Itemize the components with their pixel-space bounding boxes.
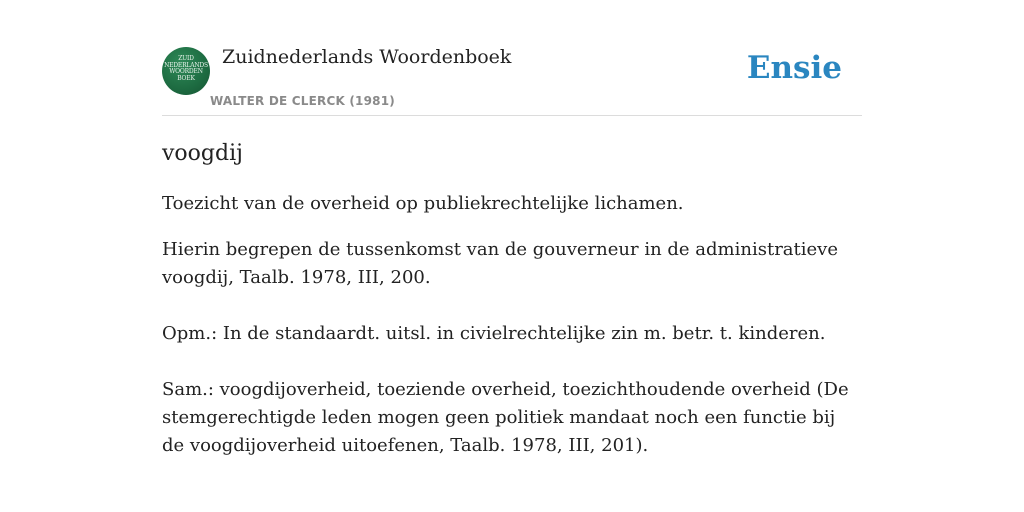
dictionary-author: WALTER DE CLERCK (1981) [210,94,395,108]
entry-paragraph-synonyms: Sam.: voogdijoverheid, toeziende overheid, toezichthoudende overheid (De stemgerechtigde leden mogen geen politiek mandaat noch een functie bij de voogdijoverheid uitoefenen, Taalb. 1978, III, 201). [162,379,849,456]
ensie-brand-link[interactable]: Ensie [746,50,842,86]
entry-paragraph-example: Hierin begrepen de tussenkomst van de gouverneur in de administratieve voogdij, Taalb. 1978, III, 200. [162,239,838,288]
dictionary-logo[interactable] [162,47,210,95]
headword: voogdij [162,141,243,166]
dictionary-logo-text: ZUID NEDERLANDS WOORDEN BOEK [164,55,208,82]
site-header [162,40,862,116]
dictionary-title[interactable]: Zuidnederlands Woordenboek [222,46,512,68]
entry-content [162,138,862,460]
entry-paragraph-remark: Opm.: In de standaardt. uitsl. in civielrechtelijke zin m. betr. t. kinderen. [162,323,826,344]
definition: Toezicht van de overheid op publiekrechtelijke lichamen. [162,193,684,214]
